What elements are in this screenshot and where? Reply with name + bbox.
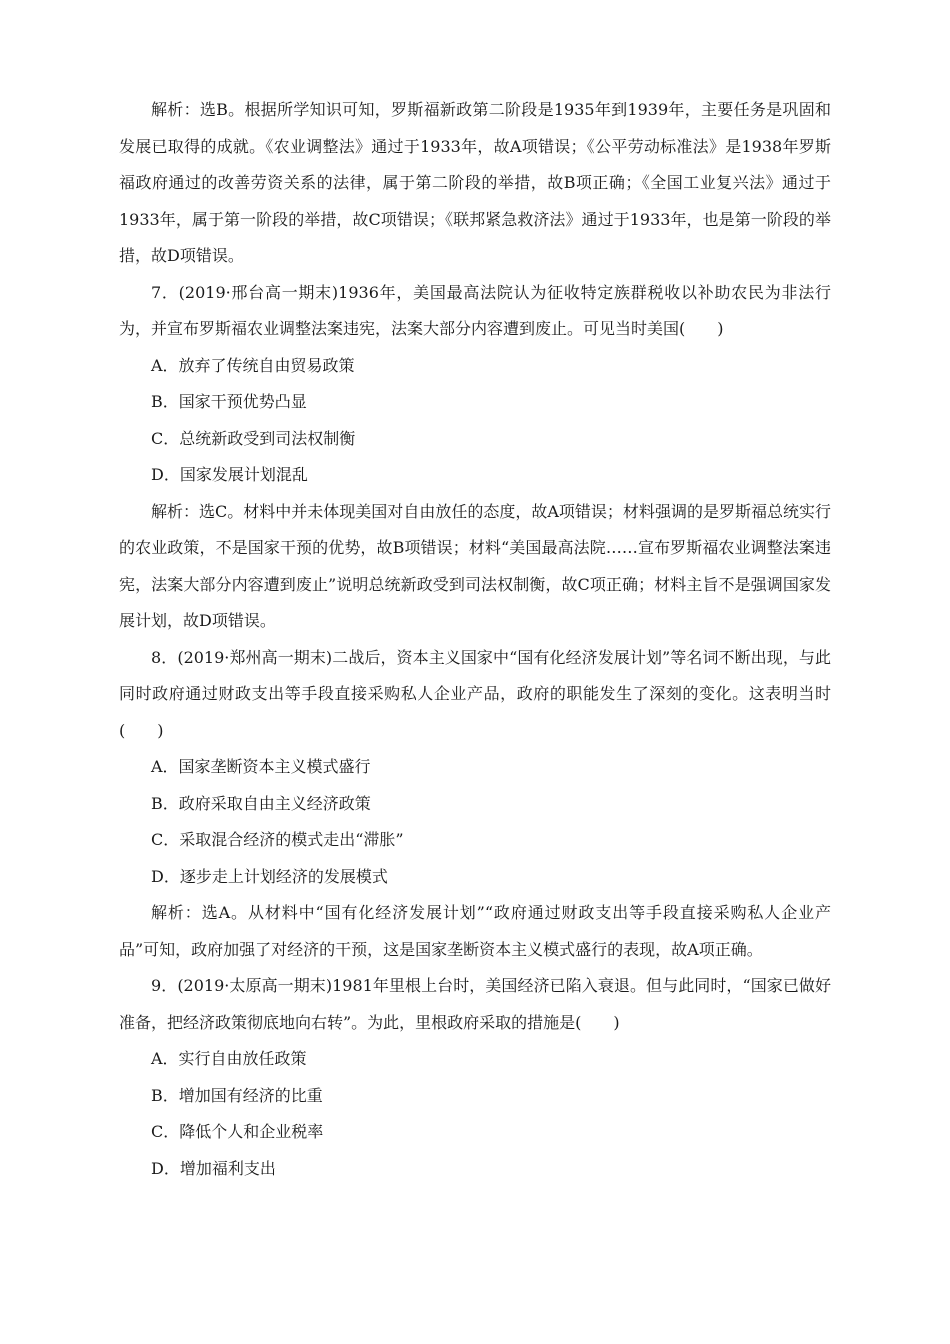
question-7-option-d: D．国家发展计划混乱 (151, 465, 308, 484)
question-9-option-b: B．增加国有经济的比重 (151, 1085, 323, 1105)
question-7: 7．(2019·邢台高一期末)1936年，美国最高法院认为征收特定族群税收以补助农民为非法行为，并宣布罗斯福农业调整法案违宪，法案大部分内容遭到废止。可见当时美国( ) (119, 282, 831, 338)
question-9-option-a: A．实行自由放任政策 (151, 1049, 307, 1068)
question-8-option-b: B．政府采取自由主义经济政策 (151, 793, 371, 813)
question-8-option-a: A．国家垄断资本主义模式盛行 (151, 757, 371, 776)
analysis-q7: 解析：选C。材料中并未体现美国对自由放任的态度，故A项错误；材料强调的是罗斯福总统实行的农业政策，不是国家干预的优势，故B项错误；材料“美国最高法院……宣布罗斯福农业调整法案违宪，法案大部分内容遭到废止”说明总统新政受到司法权制衡，故C项正确；材料主旨不是强调国家发展计划，故D项错误。 (119, 501, 831, 630)
question-7-option-a: A．放弃了传统自由贸易政策 (151, 355, 355, 375)
analysis-q6: 解析：选B。根据所学知识可知，罗斯福新政第二阶段是1935年到1939年，主要任务是巩固和发展已取得的成就。《农业调整法》通过于1933年，故A项错误；《公平劳动标准法》是1938年罗斯福政府通过的改善劳资关系的法律，属于第二阶段的举措，故B项正确；《全国工业复兴法》通过于1933年，属于第一阶段的举措，故C项错误；《联邦紧急救济法》通过于1933年，也是第一阶段的举措，故D项错误。 (119, 100, 831, 265)
question-8-option-c: C．采取混合经济的模式走出“滞胀” (151, 830, 404, 849)
document-page (119, 92, 831, 1187)
question-7-option-c: C．总统新政受到司法权制衡 (151, 428, 356, 448)
question-7-option-b: B．国家干预优势凸显 (151, 392, 307, 411)
question-8-option-d: D．逐步走上计划经济的发展模式 (151, 866, 388, 886)
question-9-option-c: C．降低个人和企业税率 (151, 1122, 324, 1141)
question-9: 9．(2019·太原高一期末)1981年里根上台时，美国经济已陷入衰退。但与此同时，“国家已做好准备，把经济政策彻底地向右转”。为此，里根政府采取的措施是( ) (119, 976, 831, 1032)
question-9-option-d: D．增加福利支出 (151, 1158, 276, 1178)
analysis-q8: 解析：选A。从材料中“国有化经济发展计划”“政府通过财政支出等手段直接采购私人企业产品”可知，政府加强了对经济的干预，这是国家垄断资本主义模式盛行的表现，故A项正确。 (119, 903, 831, 959)
question-8: 8．(2019·郑州高一期末)二战后，资本主义国家中“国有化经济发展计划”等名词不断出现，与此同时政府通过财政支出等手段直接采购私人企业产品，政府的职能发生了深刻的变化。这表明当时( ) (119, 647, 831, 740)
